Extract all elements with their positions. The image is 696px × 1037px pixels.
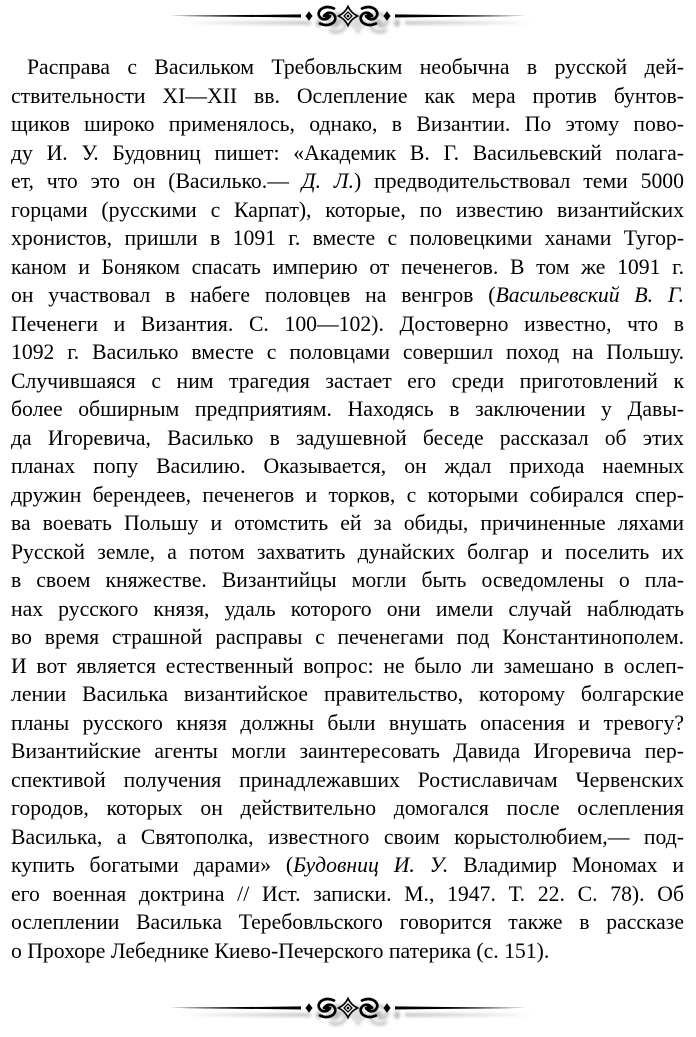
text-line xyxy=(11,509,684,538)
text-line xyxy=(11,338,684,367)
text-line xyxy=(11,880,684,909)
text-segment: лении Василька византийское правительство, которому болгарские xyxy=(11,682,684,706)
text-segment: Печенеги и Византия. С. 100—102). Достоверно известно, что в xyxy=(11,311,684,336)
text-line xyxy=(11,481,684,510)
text-line xyxy=(11,851,684,880)
text-segment: дружин берендеев, печенегов и торков, с которыми собирался спер- xyxy=(11,482,684,507)
text-line xyxy=(11,53,684,82)
text-segment: Случившаяся с ним трагедия застает его среди приготовлений к xyxy=(11,368,684,393)
text-segment: каном и Боняком спасать империю от печенегов. В том же 1091 г. xyxy=(11,254,684,279)
text-segment: ослеплении Василька Теребовльского говорится также в рассказе xyxy=(11,910,684,934)
text-segment: Русской земле, а потом захватить дунайских болгар и поселить их xyxy=(11,539,684,564)
text-segment: планы русского князя должны были внушать опасения и тревогу? xyxy=(11,710,684,735)
text-segment: хронистов, пришли в 1091 г. вместе с половецкими ханами Тугор- xyxy=(11,226,684,250)
italic-text-segment: Будовниц И. У. xyxy=(293,853,449,877)
text-segment: он участвовал в набеге половцев на венгров ( xyxy=(11,283,496,307)
text-segment: ствительности XI—XII вв. Ослепление как мера против бунтов- xyxy=(11,83,684,108)
text-line xyxy=(11,709,684,738)
text-segment: ) предводительствовал теми 5000 xyxy=(354,169,684,193)
text-segment: да Игоревича, Василько в задушевной беседе рассказал об этих xyxy=(11,425,684,450)
text-line xyxy=(11,310,684,339)
text-segment: ет, что это он (Василько.— xyxy=(11,169,302,193)
text-line xyxy=(11,167,684,196)
text-segment: купить богатыми дарами» ( xyxy=(11,853,294,877)
text-line xyxy=(11,737,684,766)
italic-text-segment: Д. Л. xyxy=(301,169,355,193)
text-line xyxy=(11,566,684,595)
text-segment: в своем княжестве. Византийцы могли быть осведомлены о пла- xyxy=(11,568,684,592)
text-line xyxy=(11,224,684,253)
text-segment: 1092 г. Василько вместе с половцами совершил поход на Польшу. xyxy=(11,340,684,364)
text-line xyxy=(11,139,684,168)
text-segment: его военная доктрина // Ист. записки. М., 1947. Т. 22. С. 78). Об xyxy=(11,881,684,906)
text-line xyxy=(11,937,684,966)
text-paragraph xyxy=(11,53,684,965)
text-line xyxy=(11,367,684,396)
italic-text-segment: Васильевский В. Г. xyxy=(495,283,684,307)
text-line xyxy=(11,253,684,282)
text-line xyxy=(11,395,684,424)
text-line xyxy=(11,652,684,681)
text-line xyxy=(11,766,684,795)
text-line xyxy=(11,196,684,225)
text-segment: Василька, а Святополка, известного своим корыстолюбием,— под- xyxy=(11,824,684,849)
text-line xyxy=(11,281,684,310)
text-line xyxy=(11,452,684,481)
text-segment: спективой получения принадлежавших Ростиславичам Червенских xyxy=(11,767,684,792)
text-segment: щиков широко применялось, однако, в Византии. По этому пово- xyxy=(11,112,684,136)
text-segment: ва воевать Польшу и отомстить ей за обиды, причиненные ляхами xyxy=(11,511,684,535)
text-line xyxy=(11,110,684,139)
text-line xyxy=(11,424,684,453)
text-segment: горцами (русскими с Карпат), которые, по известию византийских xyxy=(11,197,684,222)
text-line xyxy=(11,538,684,567)
text-line xyxy=(11,823,684,852)
text-line xyxy=(11,908,684,937)
text-segment: нах русского князя, удаль которого они имели случай наблюдать xyxy=(11,596,684,621)
text-line xyxy=(11,680,684,709)
text-segment: более обширным предприятиям. Находясь в заключении у Давы- xyxy=(11,397,684,421)
text-segment: ду И. У. Будовниц пишет: «Академик В. Г. Васильевский полага- xyxy=(11,140,684,165)
ornament-divider-bottom-icon xyxy=(164,995,532,1029)
text-line xyxy=(11,794,684,823)
ornament-divider-top-icon xyxy=(164,3,532,37)
text-segment: городов, которых он действительно домогался после ослепления xyxy=(11,796,684,820)
text-segment: во время страшной расправы с печенегами под Константинополем. xyxy=(11,625,684,649)
text-segment: планах попу Василию. Оказывается, он ждал прихода наемных xyxy=(11,454,684,478)
text-segment: Владимир Мономах и xyxy=(448,853,685,877)
text-line xyxy=(11,595,684,624)
text-line xyxy=(11,82,684,111)
text-segment: И вот является естественный вопрос: не было ли замешано в ослеп- xyxy=(11,653,684,678)
text-segment: Византийские агенты могли заинтересовать Давида Игоревича пер- xyxy=(11,739,684,763)
text-segment: о Прохоре Лебеднике Киево-Печерского патерика (с. 151). xyxy=(11,938,550,963)
text-line xyxy=(11,623,684,652)
text-segment: Расправа с Васильком Требовльским необычна в русской дей- xyxy=(27,55,684,79)
